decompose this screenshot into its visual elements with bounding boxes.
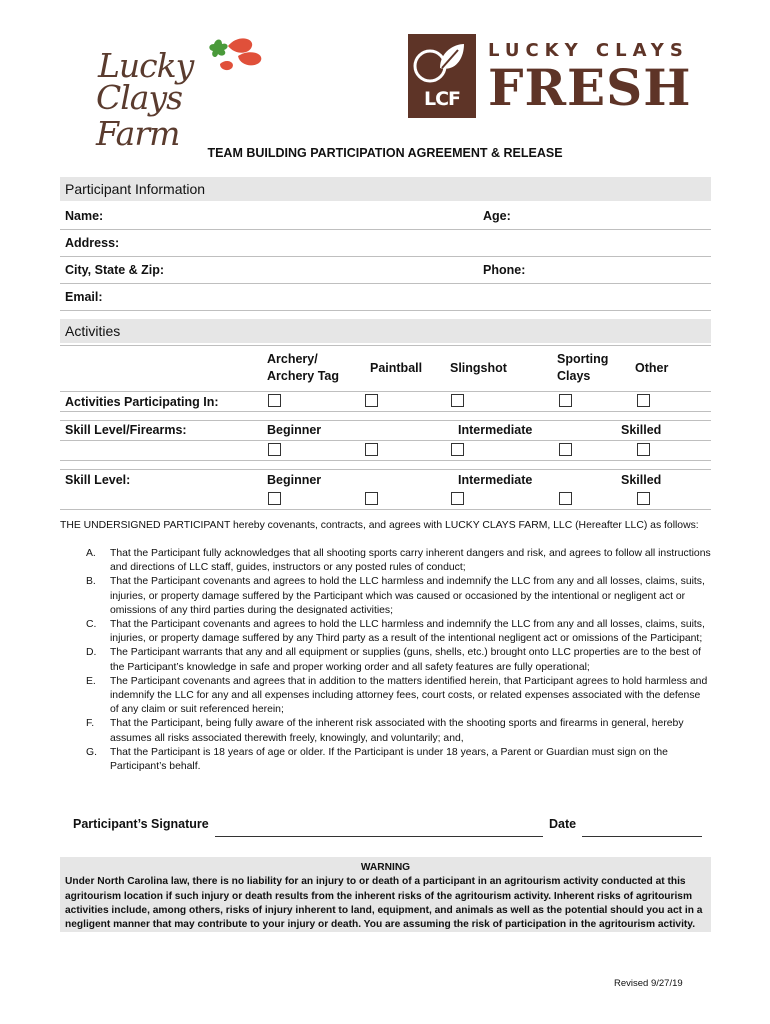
clause-letter: E. [86,675,96,687]
age-label: Age: [483,209,511,223]
clause-text: The Participant covenants and agrees that in addition to the matters identified herein, that Participant agrees to hold harmless and indemnify the LLC for any and all expenses including attorney fees, court costs, or related expenses associated with the defense of any claim or suit referenced herein; [110,675,708,716]
participant-info-heading: Participant Information [65,181,206,197]
lcf-badge [408,34,476,118]
clause-text: The Participant warrants that any and all equipment or supplies (guns, shells, etc.) brought onto LLC properties are to the best of the Participant’s knowledge in safe and proper working order and all safety features are fully operational; [110,647,701,673]
brand-name-fresh: FRESH [488,58,692,117]
lcf-badge-text: LCF [423,88,461,110]
activities-participating-label: Activities Participating In: [65,395,219,409]
date-line[interactable] [582,836,702,837]
skill-level-label: Skill Level: [65,473,131,487]
lucky-clays-fresh-logo [408,34,692,120]
skill-level-checkbox-row [60,489,711,510]
clause-letter: B. [86,576,96,588]
col-archery-line2: Archery Tag [267,369,340,383]
clause-g [86,746,711,774]
col-other: Other [635,361,669,375]
signature-label: Participant’s Signature [73,817,209,831]
checkbox-skill-1[interactable] [268,492,281,505]
leaf-shamrock-icon [194,36,274,76]
checkbox-skill-4[interactable] [559,492,572,505]
clause-text: That the Participant fully acknowledges that all shooting sports carry inherent dangers and risk, and agrees to follow all instructions and directions of LLC staff, guides, instructors or any posted rules of conduct; [110,548,711,574]
logo-text-clays-farm: Clays Farm [96,78,183,153]
clause-a [86,547,711,575]
participant-info-header [60,177,711,201]
activities-column-headers [60,345,711,392]
col-sporting-line2: Clays [557,369,591,383]
activities-header [60,319,711,343]
activities-participating-row [60,390,711,412]
clause-text: That the Participant covenants and agrees to hold the LLC harmless and indemnify the LLC from any and all losses, claims, suits, injuries, or property damage suffered by any Third party as a result of the intentional negligent act or omissions of the Participant; [110,619,705,645]
clause-text: That the Participant covenants and agrees to hold the LLC harmless and indemnify the LLC from any and all losses, claims, suits, injuries, or property damage suffered by the Participant which was caused or occasioned by the intentional or negligent act or omissions of any third parties during the designated activities; [110,576,705,616]
document-title: TEAM BUILDING PARTICIPATION AGREEMENT & RELEASE [207,146,563,160]
warning-body: Under North Carolina law, there is no liability for an injury to or death of a participant in an agritourism activity conducted at this agritourism location if such injury or death results from the inherent risks of the agritourism activity. Inherent risks of agritourism activities include, among others, risks of injury inherent to land, equipment, and animals as well as the potential should you act in a negligent manner that may contribute to your injury or death. You are assuming the risk of participation in the agritourism activity. [65,876,703,931]
skill-firearms-label: Skill Level/Firearms: [65,423,187,437]
clause-d [86,646,711,674]
level-skilled-1: Skilled [621,423,662,437]
clause-letter: D. [86,647,97,659]
skill-firearms-checkbox-row [60,440,711,461]
logo-text-lucky: Lucky [98,46,194,85]
address-row[interactable] [60,229,711,257]
clause-letter: A. [86,548,96,559]
skill-level-row [60,469,711,489]
checkbox-skill-3[interactable] [451,492,464,505]
col-slingshot: Slingshot [450,361,507,375]
agreement-clauses [86,547,711,774]
col-paintball: Paintball [370,361,423,375]
level-skilled-2: Skilled [621,473,662,487]
clause-letter: F. [86,718,95,730]
checkbox-sporting-clays[interactable] [559,394,572,407]
agreement-intro: THE UNDERSIGNED PARTICIPANT hereby covenants, contracts, and agrees with LUCKY CLAYS FARM, LLC (Hereafter LLC) as follows: [60,520,699,531]
name-age-row[interactable] [60,202,711,230]
checkbox-firearms-4[interactable] [559,443,572,456]
checkbox-skill-5[interactable] [637,492,650,505]
warning-title: WARNING [360,862,411,873]
level-beginner-1: Beginner [267,423,322,437]
checkbox-archery[interactable] [268,394,281,407]
col-archery [267,351,339,385]
level-beginner-2: Beginner [267,473,322,487]
activities-heading: Activities [65,323,121,339]
col-archery-line1: Archery/ [267,352,318,366]
checkbox-firearms-1[interactable] [268,443,281,456]
revised-date: Revised 9/27/19 [614,978,683,989]
leaf-icon [408,38,476,90]
clause-c [86,618,711,646]
checkbox-firearms-5[interactable] [637,443,650,456]
checkbox-slingshot[interactable] [451,394,464,407]
level-intermediate-2: Intermediate [458,473,533,487]
date-label: Date [549,817,577,831]
checkbox-firearms-2[interactable] [365,443,378,456]
clause-text: That the Participant, being fully aware of the inherent risk associated with the shooting sports and firearms in general, hereby assumes all risks associated therewith freely, knowingly, and voluntarily; and, [110,718,684,744]
name-label: Name: [65,209,104,223]
checkbox-firearms-3[interactable] [451,443,464,456]
checkbox-paintball[interactable] [365,394,378,407]
clause-b [86,575,711,618]
city-state-zip-label: City, State & Zip: [65,263,165,277]
address-label: Address: [65,236,120,250]
email-row[interactable] [60,283,711,311]
checkbox-other[interactable] [637,394,650,407]
clause-letter: G. [86,746,97,758]
checkbox-skill-2[interactable] [365,492,378,505]
level-intermediate-1: Intermediate [458,423,533,437]
clause-text: That the Participant is 18 years of age or older. If the Participant is under 18 years, a Parent or Guardian must sign on the Participant’s behalf. [110,746,668,773]
email-label: Email: [65,290,103,304]
phone-label: Phone: [483,263,526,277]
clause-e [86,675,711,718]
clause-letter: C. [86,619,97,631]
clause-f [86,717,711,745]
col-sporting-clays [557,351,608,385]
skill-firearms-row [60,420,711,441]
lucky-clays-farm-logo [96,36,271,153]
col-sporting-line1: Sporting [557,352,609,366]
signature-line[interactable] [215,836,543,837]
warning-box [60,857,711,932]
brand-name-top: LUCKY CLAYS [488,40,689,61]
city-phone-row[interactable] [60,256,711,284]
